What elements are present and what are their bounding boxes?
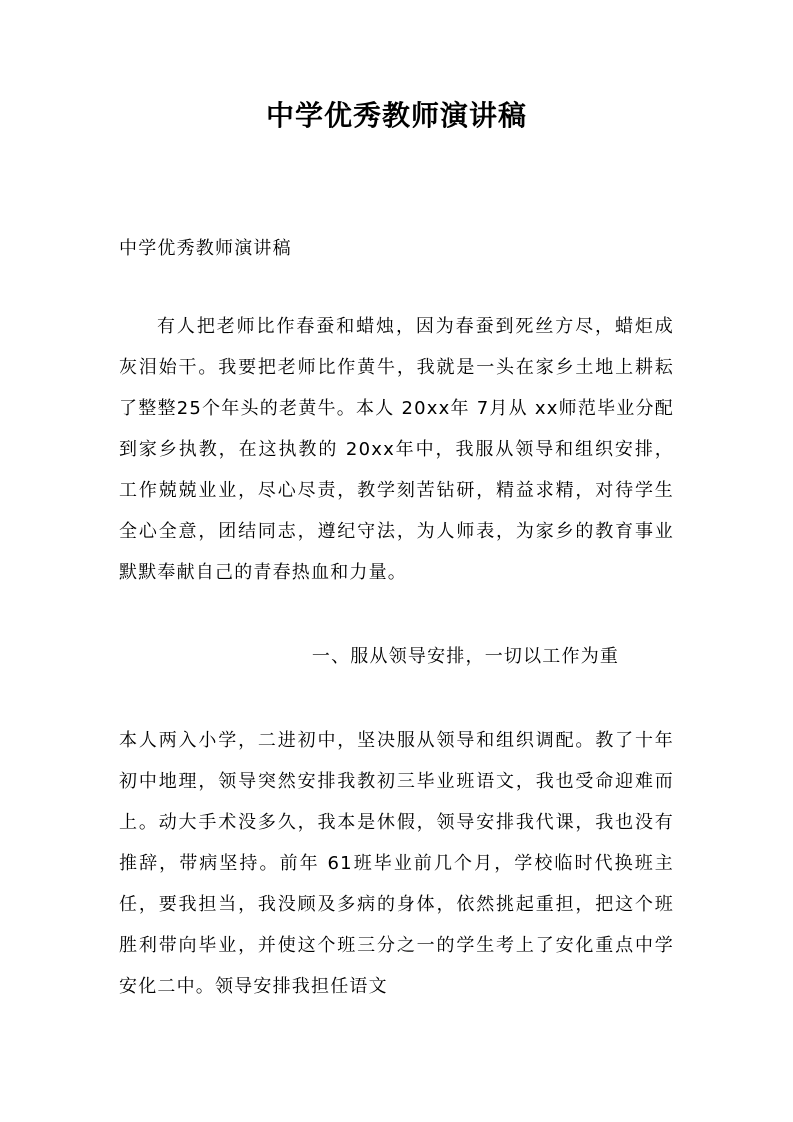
paragraph-section-one: 本人两入小学，二进初中，坚决服从领导和组织调配。教了十年初中地理，领导突然安排我教初三毕业班语文，我也受命迎难而上。动大手术没多久，我本是休假，领导安排我代课，我也没有推辞，带病坚持。前年 61班毕业前几个月，学校临时代换班主任，要我担当，我没顾及多病的身体，依然挑起重担，把这个班胜利带向毕业，并使这个班三分之一的学生考上了安化重点中学安化二中。领导安排我担任语文 [119,730,674,997]
document-title: 中学优秀教师演讲稿 [265,99,527,132]
section-heading: 一、服从领导安排，一切以工作为重 [311,646,620,667]
document-subtitle: 中学优秀教师演讲稿 [119,238,292,259]
paragraph-intro: 有人把老师比作春蚕和蜡烛，因为春蚕到死丝方尽，蜡炬成灰泪始干。我要把老师比作黄牛，我就是一头在家乡土地上耕耘了整整25个年头的老黄牛。本人 20xx年 7月从 xx师范毕业分配到家乡执教，在这执教的 20xx年中，我服从领导和组织安排，工作兢兢业业，尽心尽责，教学刻苦钻研，精益求精，对待学生全心全意，团结同志，遵纪守法，为人师表，为家乡的教育事业默默奉献自己的青春热血和力量。 [119,316,674,583]
